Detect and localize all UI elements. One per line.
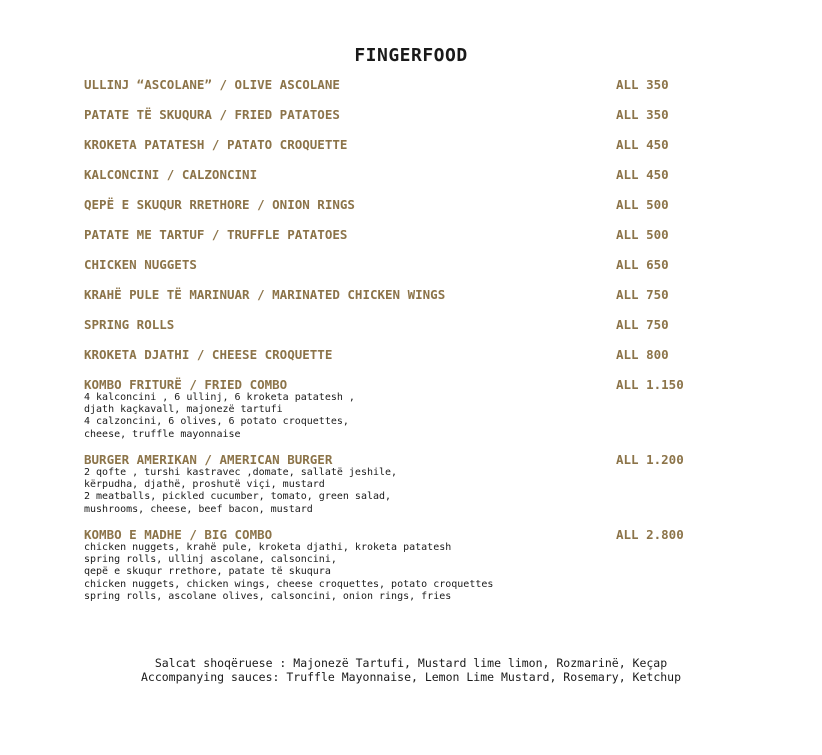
item-description: chicken nuggets, krahë pule, kroketa djathi, kroketa patatesh spring rolls, ullinj ascolane, calsoncini, qepë e skuqur rrethore, patate të skuqura chicken nuggets, chicken wings, cheese croquettes, potato croquettes spring rolls, ascolane olives, calsoncini, onion rings, fries	[84, 542, 494, 602]
item-price: ALL 650	[616, 257, 669, 272]
item-name: KROKETA PATATESH / PATATO CROQUETTE	[84, 137, 348, 152]
item-price: ALL 800	[616, 347, 669, 362]
item-price: ALL 750	[616, 317, 669, 332]
item-name: ULLINJ “ASCOLANE” / OLIVE ASCOLANE	[84, 77, 340, 92]
item-price: ALL 2.800	[616, 527, 684, 542]
item-price: ALL 450	[616, 137, 669, 152]
item-name: KALCONCINI / CALZONCINI	[84, 167, 258, 182]
item-price: ALL 1.200	[616, 452, 684, 467]
sauces-line-english: Accompanying sauces: Truffle Mayonnaise, Lemon Lime Mustard, Rosemary, Ketchup	[140, 670, 682, 684]
item-name: KROKETA DJATHI / CHEESE CROQUETTE	[84, 347, 333, 362]
item-price: ALL 1.150	[616, 377, 684, 392]
item-name: PATATE TË SKUQURA / FRIED PATATOES	[84, 107, 340, 122]
item-name: BURGER AMERIKAN / AMERICAN BURGER	[84, 452, 333, 467]
item-description: 4 kalconcini , 6 ullinj, 6 kroketa patatesh , djath kaçkavall, majonezë tartufi 4 calzoncini, 6 olives, 6 potato croquettes, cheese, truffle mayonnaise	[84, 392, 355, 440]
item-name: PATATE ME TARTUF / TRUFFLE PATATOES	[84, 227, 348, 242]
item-price: ALL 500	[616, 227, 669, 242]
item-price: ALL 350	[616, 107, 669, 122]
item-price: ALL 450	[616, 167, 669, 182]
item-name: KOMBO FRITURË / FRIED COMBO	[84, 377, 288, 392]
item-name: CHICKEN NUGGETS	[84, 257, 197, 272]
item-price: ALL 750	[616, 287, 669, 302]
item-name: SPRING ROLLS	[84, 317, 175, 332]
item-name: KOMBO E MADHE / BIG COMBO	[84, 527, 273, 542]
item-name: KRAHË PULE TË MARINUAR / MARINATED CHICKEN WINGS	[84, 287, 446, 302]
item-price: ALL 500	[616, 197, 669, 212]
section-title: FINGERFOOD	[354, 45, 468, 66]
sauces-note	[0, 656, 822, 684]
sauces-line-albanian: Salcat shoqëruese : Majonezë Tartufi, Mustard lime limon, Rozmarinë, Keçap	[154, 656, 668, 670]
item-name: QEPË E SKUQUR RRETHORE / ONION RINGS	[84, 197, 355, 212]
item-description: 2 qofte , turshi kastravec ,domate, sallatë jeshile, kërpudha, djathë, proshutë viçi, mustard 2 meatballs, pickled cucumber, tomato, green salad, mushrooms, cheese, beef bacon, mustard	[84, 467, 398, 515]
item-price: ALL 350	[616, 77, 669, 92]
